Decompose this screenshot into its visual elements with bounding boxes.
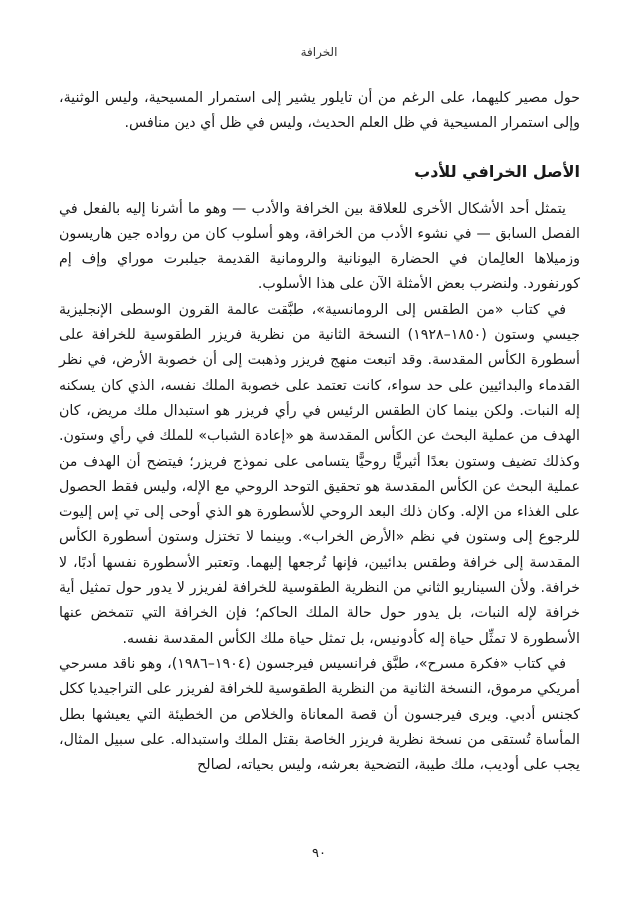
body-paragraph: يتمثل أحد الأشكال الأخرى للعلاقة بين الخرافة والأدب — وهو ما أشرنا إليه بالفعل في الفصل السابق — في نشوء الأدب من الخرافة، وهو أسلوب كان من رواده جين هاريسون وزميلاها العالِمان في الحضارة اليونانية والرومانية القديمة جيلبرت موراي وإف إم كورنفورد. ولنضرب بعض الأمثلة الآن على هذا الأسلوب. (59, 200, 580, 293)
page-number: ٩٠ (312, 846, 326, 861)
body-paragraph: في كتاب «من الطقس إلى الرومانسية»، طبَّقت عالمة القرون الوسطى الإنجليزية جيسي وستون (١٨٥٠–١٩٢٨) النسخة الثانية من نظرية فريزر الطقوسية للخرافة على أسطورة الكأس المقدسة. وقد اتبعت منهج فريزر وذهبت إلى أن خصوبة الأرض، في نظر القدماء والبدائيين على حد سواء، كانت تعتمد على خصوبة الملك نفسه، الذي كان يسكنه إله النبات. ولكن بينما كان الطقس الرئيس في رأي فريزر هو استبدال ملك مريض، كان الهدف من عملية البحث عن الكأس المقدسة هو «إعادة الشباب» للملك في رأي وستون. وكذلك تضيف وستون بعدًا أثيريًّا روحيًّا يتسامى على نموذج فريزر؛ فيتضح أن الهدف من عملية البحث عن الكأس المقدسة هو تحقيق التوحد الروحي مع الإله، وليس فقط الحصول على الغذاء من الإله. وكان ذلك البعد الروحي للأسطورة هو الذي أوحى إلى تي إس إليوت للرجوع إلى وستون في نظم «الأرض الخراب». وبينما لا تختزل وستون أسطورة الكأس المقدسة إلى خرافة وطقس بدائيين، فإنها تُرجعها إليهما. وتعتبر الأسطورة نفسها أدبًا، لا خرافة. ولأن السيناريو الثاني من النظرية الطقوسية للخرافة لفريزر لا يدور حول تمثيل أية خرافة لإله النبات، بل يدور حول حالة الملك الحاكم؛ فإن الخرافة التي تتمخض عنها الأسطورة لا تمثِّل حياة إله كأدونيس، بل تمثل حياة ملك الكأس المقدسة نفسه. (59, 301, 580, 647)
page-body (59, 86, 580, 778)
section-heading: الأصل الخرافي للأدب (414, 161, 580, 181)
body-paragraph: في كتاب «فكرة مسرح»، طبَّق فرانسيس فيرجسون (١٩٠٤–١٩٨٦)، وهو ناقد مسرحي أمريكي مرموق، النسخة الثانية من النظرية الطقوسية للخرافة لفريزر على التراجيديا ككل كجنس أدبي. ويرى فيرجسون أن قصة المعاناة والخلاص من الخطيئة التي يعيشها بطل المأساة تُستقى من نسخة نظرية فريزر الخاصة بقتل الملك واستبداله. على سبيل المثال، يجب على أوديب، ملك طيبة، التضحية بعرشه، وليس بحياته، لصالح (59, 655, 580, 774)
running-header: الخرافة (300, 45, 338, 59)
intro-paragraph: حول مصير كليهما، على الرغم من أن تايلور يشير إلى استمرار المسيحية، وليس الوثنية، وإلى استمرار المسيحية في ظل العلم الحديث، وليس في ظل أي دين منافس. (59, 90, 580, 132)
